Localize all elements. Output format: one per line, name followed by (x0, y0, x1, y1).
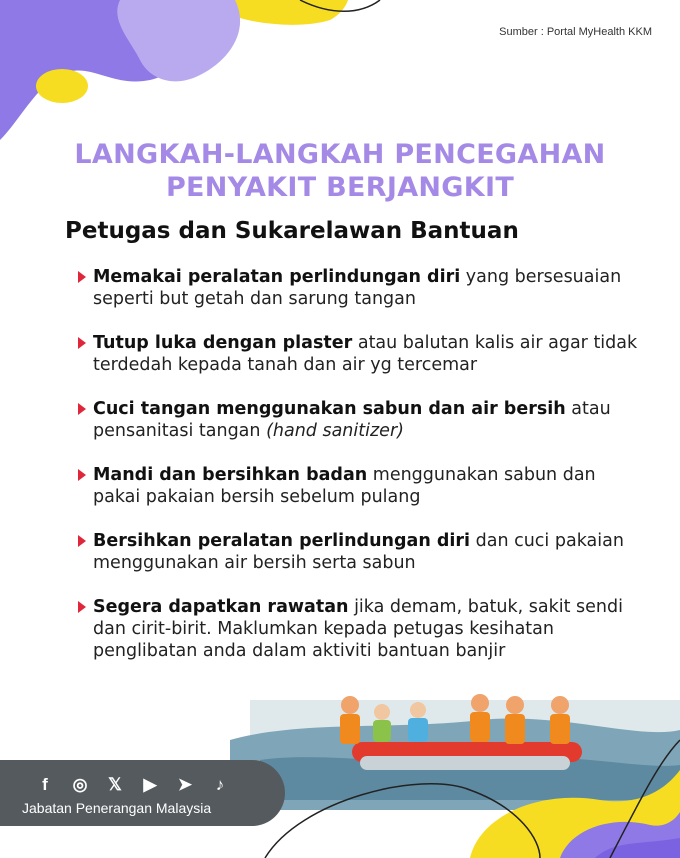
source-credit: Sumber : Portal MyHealth KKM (499, 26, 652, 38)
bullet-arrow-icon (78, 535, 86, 547)
tiktok-icon[interactable]: ♪ (215, 775, 225, 794)
prevention-list (78, 266, 638, 684)
instagram-icon[interactable]: ◎ (72, 775, 88, 794)
bullet-arrow-icon (78, 469, 86, 481)
social-icons (34, 774, 231, 796)
list-item: Bersihkan peralatan perlindungan diri dan cuci pakaian menggunakan air bersih serta sabun (78, 530, 638, 574)
bullet-arrow-icon (78, 271, 86, 283)
facebook-icon[interactable]: f (42, 775, 48, 794)
footer-bar (0, 760, 285, 826)
bullet-arrow-icon (78, 601, 86, 613)
list-item: Memakai peralatan perlindungan diri yang bersesuaian seperti but getah dan sarung tangan (78, 266, 638, 310)
organization-name: Jabatan Penerangan Malaysia (22, 800, 212, 816)
bullet-arrow-icon (78, 403, 86, 415)
youtube-icon[interactable]: ▶ (143, 775, 157, 794)
section-subtitle: Petugas dan Sukarelawan Bantuan (65, 218, 519, 244)
list-item: Segera dapatkan rawatan jika demam, batuk, sakit sendi dan cirit-birit. Maklumkan kepada petugas kesihatan penglibatan anda dalam aktiviti bantuan banjir (78, 596, 638, 662)
telegram-icon[interactable]: ➤ (177, 775, 193, 794)
page-title-line1: LANGKAH-LANGKAH PENCEGAHAN (74, 139, 606, 170)
page-title-line2: PENYAKIT BERJANGKIT (165, 172, 515, 203)
list-item: Cuci tangan menggunakan sabun dan air bersih atau pensanitasi tangan (hand sanitizer) (78, 398, 638, 442)
list-item: Mandi dan bersihkan badan menggunakan sabun dan pakai pakaian bersih sebelum pulang (78, 464, 638, 508)
bullet-arrow-icon (78, 337, 86, 349)
list-item: Tutup luka dengan plaster atau balutan kalis air agar tidak terdedah kepada tanah dan air yg tercemar (78, 332, 638, 376)
x-icon[interactable]: 𝕏 (108, 775, 122, 794)
